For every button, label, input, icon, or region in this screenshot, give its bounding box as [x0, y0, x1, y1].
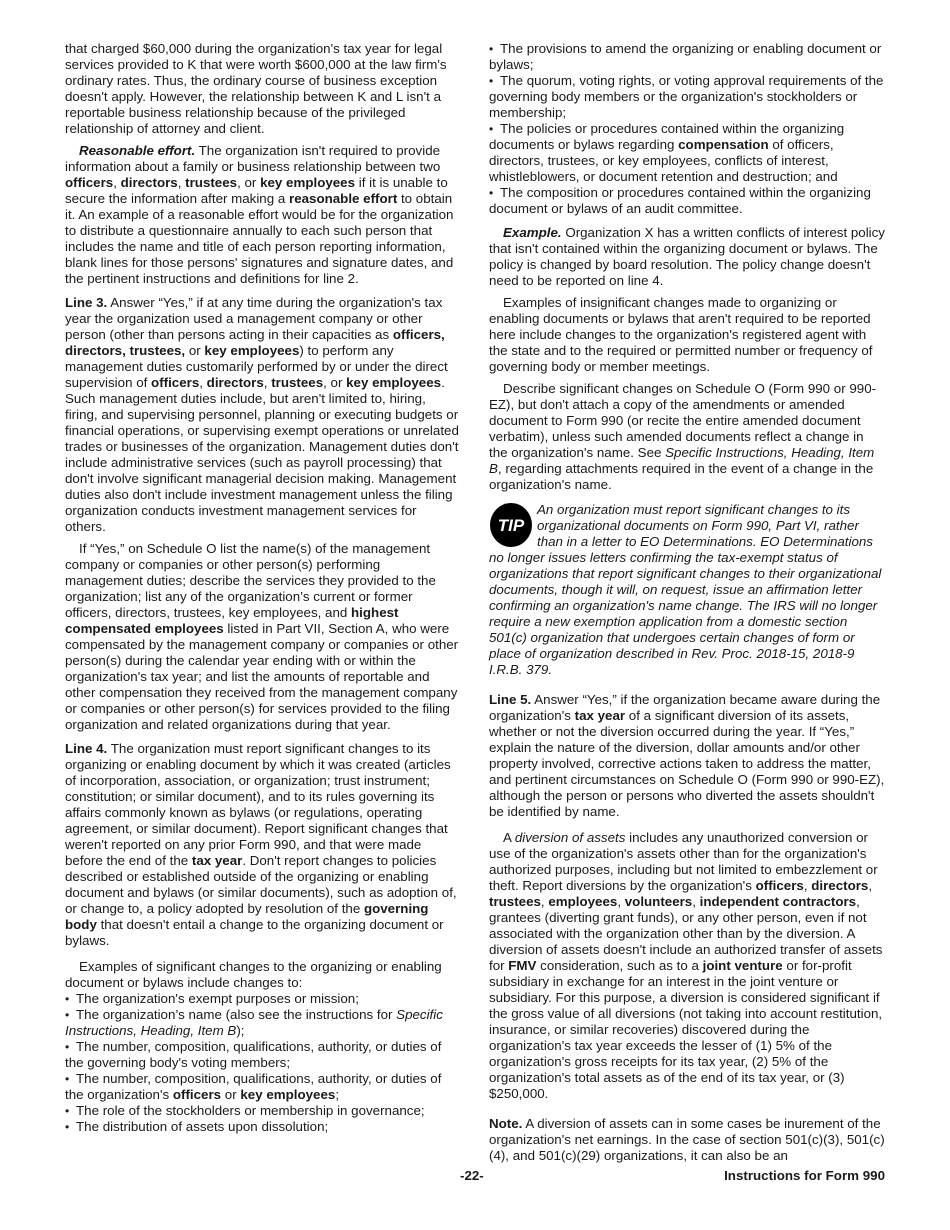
- list-item: • The policies or procedures contained within the organizing documents or bylaws regarding compensation of officers, directors, trustees, or key employees, conflicts of interest, whistleblowers, or document retention and destruction; and: [489, 121, 885, 185]
- list-item: • The composition or procedures contained within the organizing document or bylaws of an audit committee.: [489, 185, 885, 217]
- heading-line-4: Line 4.: [65, 741, 108, 756]
- list-item: • The role of the stockholders or membership in governance;: [65, 1103, 461, 1119]
- heading-line-3: Line 3.: [65, 295, 108, 310]
- paragraph-insignificant-changes: Examples of insignificant changes made to organizing or enabling documents or bylaws that aren't required to be reported here include changes to the organization's registered agent with the state and to the required or permitted number or frequency of governing body or member meetings.: [489, 295, 873, 374]
- list-item: • The distribution of assets upon dissolution;: [65, 1119, 461, 1135]
- paragraph-legal-services: that charged $60,000 during the organization's tax year for legal services provided to K that were worth $600,000 at the law firm's ordinary rates. Thus, the ordinary course of business exception doesn't apply. However, the relationship between K and L isn't a reportable business relationship because of the privileged relationship of attorney and client.: [65, 41, 447, 136]
- left-column: [65, 41, 461, 1135]
- heading-example: Example.: [503, 225, 562, 240]
- form-name: Instructions for Form 990: [724, 1168, 885, 1183]
- paragraph-line-3-schedule-o: If “Yes,” on Schedule O list the name(s) of the management company or companies or other person(s) performing management duties; describe the services they provided to the organization; list any of the organization’s current or former officers, directors, trustees, key employees, and highest compensated employees listed in Part VII, Section A, who were compensated by the management company or companies or other person(s) during the calendar year ending with or within the organization's tax year; and list the amounts of reportable and other compensation they received from the management company or companies or other person(s) for services provided to the filing organization and related organizations during that year.: [65, 541, 459, 732]
- paragraph-diversion-of-assets: A diversion of assets includes any unauthorized conversion or use of the organization's assets other than for the organization's authorized purposes, including but not limited to embezzlement or theft. Report diversions by the organization's officers, directors, trustees, employees, volunteers, independent contractors, grantees (diverting grant funds), or any other person, even if not associated with the organization other than by the diversion. A diversion of assets doesn't include an authorized transfer of assets for FMV consideration, such as to a joint venture or for-profit subsidiary in exchange for an interest in the joint venture or subsidiary. For this purpose, a diversion is considered significant if the gross value of all diversions (not taking into account restitution, insurance, or similar recoveries) discovered during the organization's tax year exceeds the lesser of (1) 5% of the organization's gross receipts for its tax year, (2) 5% of the organization's total assets as of the end of its tax year, or (3) $250,000.: [489, 830, 883, 1101]
- list-item: • The organization’s name (also see the instructions for Specific Instructions, Heading, Item B);: [65, 1007, 461, 1039]
- bullet-list-significant-changes-continued: [489, 41, 885, 217]
- right-column: [489, 41, 885, 1170]
- paragraph-describe-changes: Describe significant changes on Schedule O (Form 990 or 990-EZ), but don't attach a copy of the amendments or amended document to Form 990 (or recite the entire amended document verbatim), unless such amended documents reflect a change in the organization's name. See Specific Instructions, Heading, Item B, regarding attachments required in the event of a change in the organization's name.: [489, 381, 877, 492]
- list-item: • The organization's exempt purposes or mission;: [65, 991, 461, 1007]
- paragraph-note: Note. A diversion of assets can in some cases be inurement of the organization's net earnings. In the case of section 501(c)(3), 501(c)(4), and 501(c)(29) organizations, it can also be an: [489, 1116, 885, 1163]
- paragraph-example: Example. Organization X has a written conflicts of interest policy that isn't contained within the organizing document or bylaws. The policy is changed by board resolution. The policy change doesn't need to be reported on line 4.: [489, 225, 885, 288]
- list-item: • The number, composition, qualifications, authority, or duties of the governing body's voting members;: [65, 1039, 461, 1071]
- list-item: • The provisions to amend the organizing or enabling document or bylaws;: [489, 41, 885, 73]
- list-item: • The number, composition, qualifications, authority, or duties of the organization's officers or key employees;: [65, 1071, 461, 1103]
- paragraph-line-5: Line 5. Answer “Yes,” if the organization became aware during the organization's tax year of a significant diversion of its assets, whether or not the diversion occurred during the year. If “Yes,” explain the nature of the diversion, dollar amounts and/or other property involved, corrective actions taken to address the matter, and pertinent circumstances on Schedule O (Form 990 or 990-EZ), although the person or persons who diverted the assets shouldn't be identified by name.: [489, 692, 885, 819]
- page-number: -22-: [460, 1168, 484, 1183]
- heading-note: Note.: [489, 1116, 523, 1131]
- paragraph-line-4: Line 4. The organization must report significant changes to its organizing or enabling document by which it was created (articles of incorporation, association, or organization; trust instrument; constitution; or similar document), and to its rules governing its affairs commonly known as bylaws (or regulations, operating agreement, or similar document). Report significant changes that weren't reported on any prior Form 990, and that were made before the end of the tax year. Don't report changes to policies described or established outside of the organizing or enabling document and bylaws (or similar documents), such as adoption of, or change to, a policy adopted by resolution of the governing body that doesn't entail a change to the organizing document or bylaws.: [65, 741, 457, 948]
- heading-reasonable-effort: Reasonable effort.: [79, 143, 196, 158]
- list-item: • The quorum, voting rights, or voting approval requirements of the governing body members or the organization's stockholders or membership;: [489, 73, 885, 121]
- bullet-list-significant-changes: [65, 991, 461, 1135]
- paragraph-significant-changes: Examples of significant changes to the organizing or enabling document or bylaws include changes to:: [65, 959, 442, 990]
- tip-text: An organization must report significant changes to its organizational documents on Form 990, Part VI, rather than in a letter to EO Determinations. EO Determinations no longer issues letters confirming the tax-exempt status of organizations that report significant changes to their organizational documents, though it will, on request, issue an affirmation letter confirming an organization's name change. The IRS will no longer require a new exemption application from a domestic section 501(c) organization that undergoes certain changes of form or place of organization described in Rev. Proc. 2018-15, 2018-9 I.R.B. 379.: [489, 502, 882, 677]
- heading-line-5: Line 5.: [489, 692, 532, 707]
- tip-label: TIP: [497, 516, 525, 535]
- paragraph-line-3: Line 3. Answer “Yes,” if at any time during the organization's tax year the organization used a management company or other person (other than persons acting in their capacities as officers, directors, trustees, or key employees) to perform any management duties customarily performed by or under the direct supervision of officers, directors, trustees, or key employees. Such management duties include, but aren't limited to, hiring, firing, and supervising personnel, planning or executing budgets or financial operations, or supervising exempt operations or unrelated trades or businesses of the organization. Management duties don't include administrative services (such as payroll processing) that don't involve significant managerial decision making. Management duties also don't include investment management unless the filing organization conducts investment management services for others.: [65, 295, 459, 534]
- paragraph-reasonable-effort: Reasonable effort. The organization isn't required to provide information about a family or business relationship between two officers, directors, trustees, or key employees if it is unable to secure the information after making a reasonable effort to obtain it. An example of a reasonable effort would be for the organization to distribute a questionnaire annually to each such person that includes the name and title of each person reporting information, blank lines for those persons' signatures and signature dates, and the pertinent instructions and definitions for line 2.: [65, 143, 454, 286]
- tip-icon: [489, 502, 533, 550]
- tip-callout: [489, 502, 885, 678]
